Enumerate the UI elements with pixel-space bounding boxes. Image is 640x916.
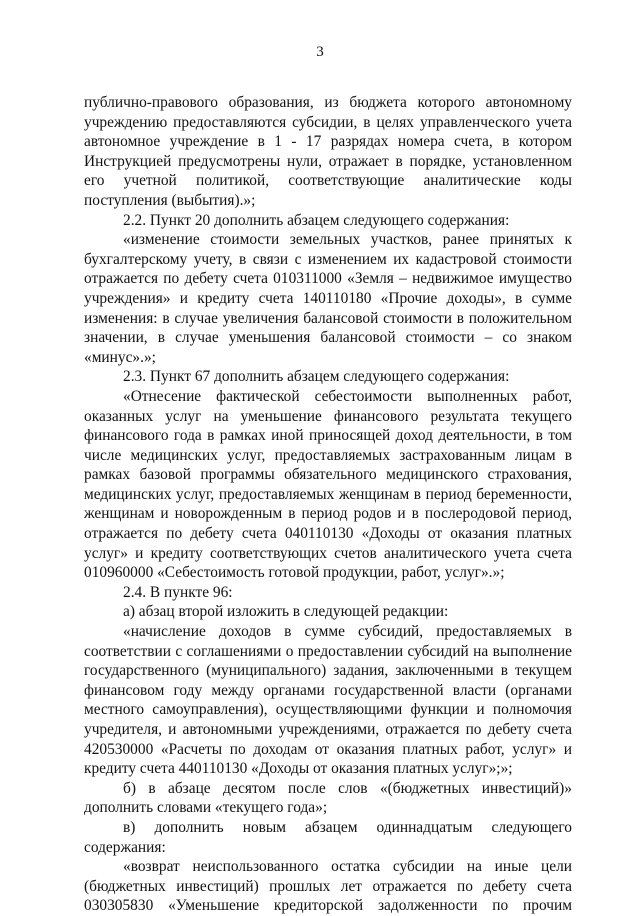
- paragraph-7: а) абзац второй изложить в следующей редакции:: [123, 603, 449, 621]
- paragraph-5: «Отнесение фактической себестоимости выполненных работ, оказанных услуг на уменьшение финансового результата текущего финансового года в рамках иной приносящей доход деятельности, в том числе медицинских услуг, предоставляемых застрахованным лицам в рамках базовой программы обязательного медицинского страхования, медицинских услуг, предоставляемых женщинам в период беременности, женщинам и новорожденным в период родов и в послеродовой период, отражается по дебету счета 040110130 «Доходы от оказания платных услуг» и кредиту соответствующих счетов аналитического учета счета 010960000 «Себестоимость готовой продукции, работ, услуг».»;: [84, 387, 572, 582]
- paragraph-4: 2.3. Пункт 67 дополнить абзацем следующего содержания:: [123, 368, 510, 386]
- paragraph-11: «возврат неиспользованного остатка субсидии на иные цели (бюджетных инвестиций) прошлых лет отражается по дебету счета 030305830 «Уменьшение кредиторской задолженности по прочим: [84, 858, 572, 915]
- paragraph-9: б) в абзаце десятом после слов «(бюджетных инвестиций)» дополнить словами «текущего года»;: [84, 779, 572, 817]
- page-number: 3: [316, 44, 324, 60]
- document-body: [84, 93, 572, 916]
- paragraph-6: 2.4. В пункте 96:: [123, 583, 233, 601]
- paragraph-3: «изменение стоимости земельных участков, ранее принятых к бухгалтерскому учету, в связи с изменением их кадастровой стоимости отражается по дебету счета 010311000 «Земля – недвижимое имущество учреждения» и кредиту счета 140110180 «Прочие доходы», в сумме изменения: в случае увеличения балансовой стоимости в положительном значении, в случае уменьшения балансовой стоимости – со знаком «минус».»;: [84, 231, 572, 366]
- paragraph-2: 2.2. Пункт 20 дополнить абзацем следующего содержания:: [123, 211, 510, 229]
- paragraph-10: в) дополнить новым абзацем одиннадцатым следующего содержания:: [84, 818, 572, 856]
- paragraph-8: «начисление доходов в сумме субсидий, предоставляемых в соответствии с соглашениями о предоставлении субсидий на выполнение государственного (муниципального) задания, заключенными в текущем финансовом году между органами государственной власти (органами местного самоуправления), осуществляющими функции и полномочия учредителя, и автономными учреждениями, отражается по дебету счета 420530000 «Расчеты по доходам от оказания платных работ, услуг» и кредиту счета 440110130 «Доходы от оказания платных услуг»;»;: [84, 623, 572, 778]
- paragraph-1: публично-правового образования, из бюджета которого автономному учреждению предоставляются субсидии, в целях управленческого учета автономное учреждение в 1 - 17 разрядах номера счета, в котором Инструкцией предусмотрены нули, отражает в порядке, установленном его учетной политикой, соответствующие аналитические коды поступления (выбытия).»;: [84, 94, 572, 209]
